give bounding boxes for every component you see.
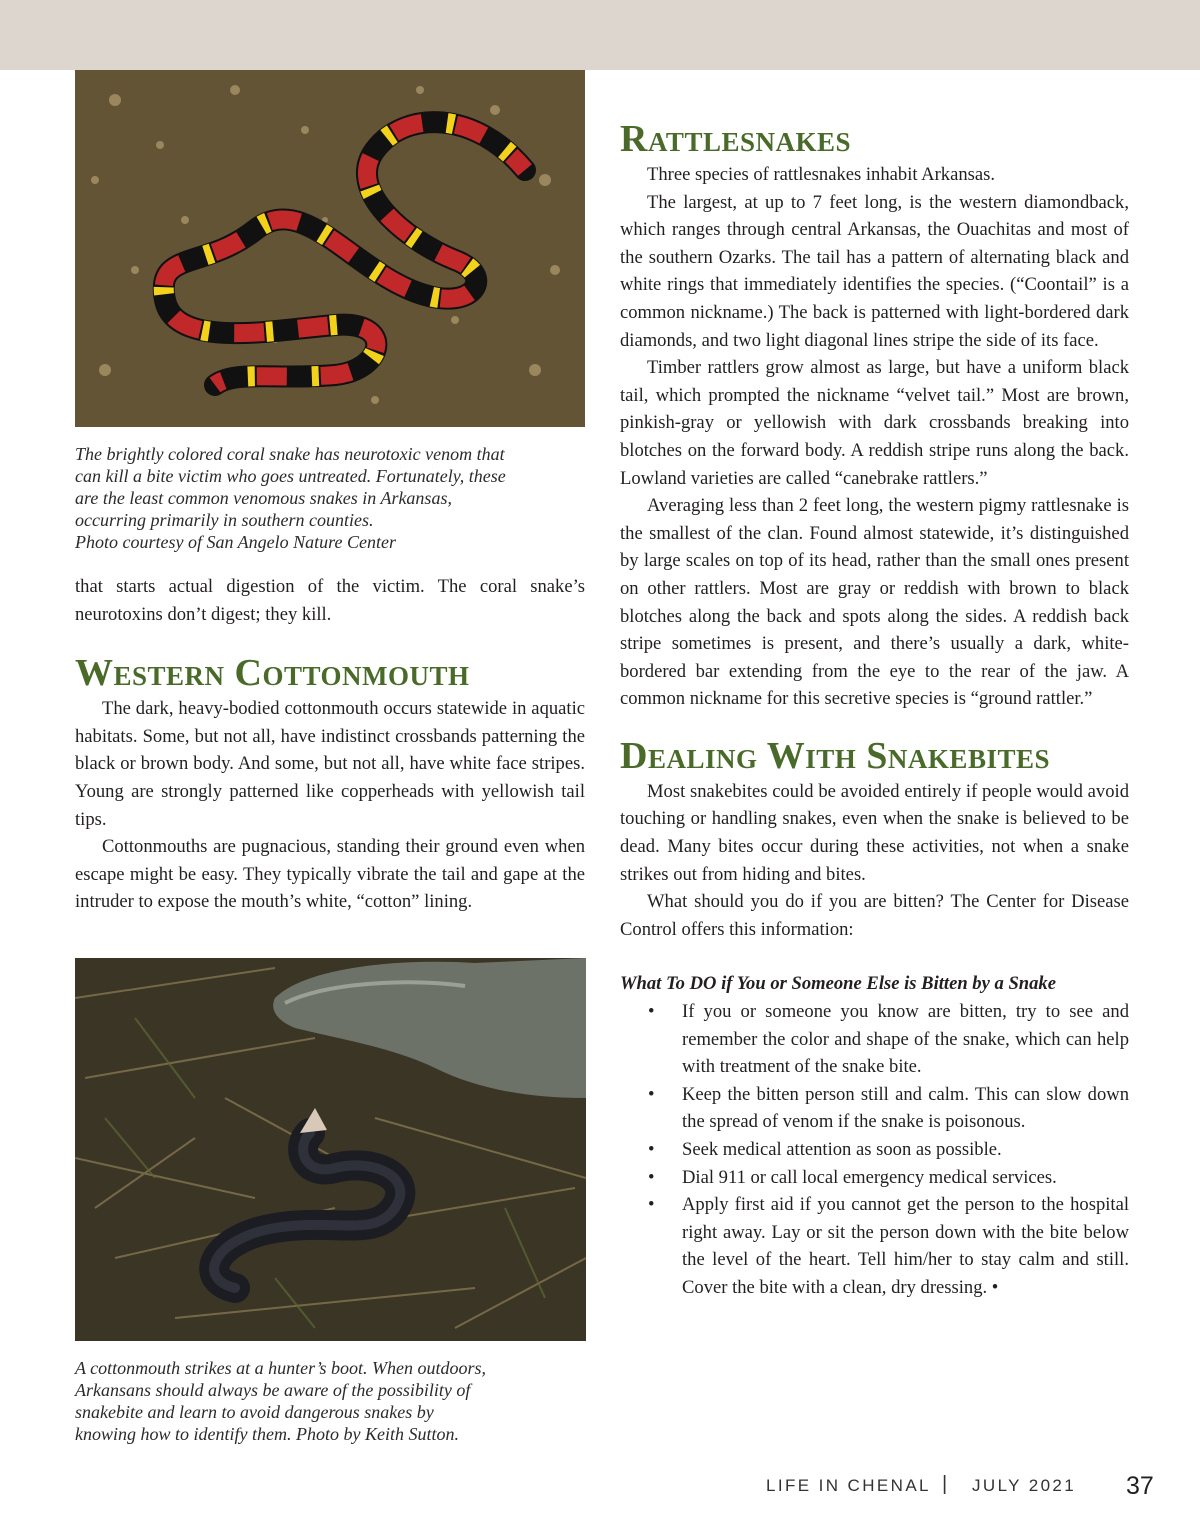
coral-snake-photo bbox=[75, 70, 585, 427]
list-item: • Dial 911 or call local emergency medical services. bbox=[620, 1164, 1129, 1192]
top-color-band bbox=[0, 0, 1200, 70]
rattlesnakes-paragraph: Three species of rattlesnakes inhabit Arkansas. bbox=[647, 164, 995, 185]
bullet-icon: • bbox=[648, 1139, 655, 1160]
list-item: • Keep the bitten person still and calm. This can slow down the spread of venom if the snake is poisonous. bbox=[620, 1081, 1129, 1136]
publication-name: LIFE IN CHENAL bbox=[766, 1476, 931, 1495]
caption-line: Arkansans should always be aware of the possibility of bbox=[75, 1380, 471, 1400]
bullet-icon: • bbox=[648, 1001, 655, 1023]
caption-line: occurring primarily in southern counties. bbox=[75, 510, 374, 530]
list-item: • If you or someone you know are bitten, try to see and remember the color and shape of the snake, which can help with treatment of the snake bite. bbox=[620, 998, 1129, 1081]
cottonmouth-paragraph: The dark, heavy-bodied cottonmouth occurs statewide in aquatic habitats. Some, but not all, have indistinct crossbands patterning the black or brown body. And some, but not all, have white face stripes. Young are strongly patterned like copperheads with yellowish tail tips. bbox=[75, 698, 585, 830]
rattlesnakes-heading: Rattlesnakes bbox=[620, 118, 852, 160]
left-column bbox=[75, 70, 585, 1444]
caption-line: can kill a bite victim who goes untreated. Fortunately, these bbox=[75, 466, 506, 486]
rattlesnakes-paragraph: Averaging less than 2 feet long, the western pigmy rattlesnake is the smallest of the clan. Found almost statewide, it’s distinguished by large scales on top of its head, rather than the small ones present on other rattlers. Most are gray or reddish with brown to black blotches along the back and spots along the sides. A reddish back stripe sometimes is present, and there’s usually a dark, white-bordered bar extending from the eye to the rear of the jaw. A common nickname for this secretive species is “ground rattler.” bbox=[620, 495, 1129, 710]
first-aid-subhead: What To DO if You or Someone Else is Bitten by a Snake bbox=[620, 973, 1056, 995]
snakebites-heading: Dealing With Snakebites bbox=[620, 734, 1050, 777]
first-aid-list bbox=[620, 998, 1129, 1302]
page-number: 37 bbox=[1126, 1472, 1154, 1500]
caption-line: The brightly colored coral snake has neurotoxic venom that bbox=[75, 444, 505, 464]
caption-line: snakebite and learn to avoid dangerous snakes by bbox=[75, 1402, 434, 1422]
caption-line: knowing how to identify them. Photo by Keith Sutton. bbox=[75, 1424, 459, 1444]
cottonmouth-boot-photo bbox=[75, 958, 586, 1341]
coral-snake-continuation: that starts actual digestion of the victim. The coral snake’s neurotoxins don’t digest; they kill. bbox=[75, 576, 585, 625]
bullet-icon: • bbox=[648, 1194, 655, 1216]
caption-line: are the least common venomous snakes in Arkansas, bbox=[75, 488, 452, 508]
bullet-icon: • bbox=[648, 1166, 655, 1188]
cottonmouth-paragraph: Cottonmouths are pugnacious, standing their ground even when escape might be easy. They typically vibrate the tail and gape at the intruder to expose the mouth’s white, “cotton” lining. bbox=[75, 836, 585, 913]
footer-separator: | bbox=[942, 1473, 948, 1495]
cottonmouth-caption bbox=[75, 1357, 486, 1445]
issue-date: JULY 2021 bbox=[972, 1476, 1077, 1495]
rattlesnakes-paragraph: Timber rattlers grow almost as large, but have a uniform black tail, which prompted the nickname “velvet tail.” Most are brown, pinkish-gray or yellowish with dark crossbands breaking into blotches on the forward body. A reddish stripe runs along the back. Lowland varieties are called “canebrake rattlers.” bbox=[620, 357, 1129, 489]
bullet-icon: • bbox=[648, 1083, 655, 1105]
coral-snake-caption bbox=[75, 443, 585, 553]
list-item: • Seek medical attention as soon as possible. bbox=[620, 1136, 1129, 1164]
rattlesnakes-paragraph: The largest, at up to 7 feet long, is the western diamondback, which ranges through central Arkansas, the Ouachitas and most of the southern Ozarks. The tail has a pattern of alternating black and white rings that immediately identifies the species. (“Coontail” is a common nickname.) The back is patterned with light-bordered dark diamonds, and two light diagonal lines stripe the side of its face. bbox=[620, 191, 1129, 351]
snakebites-paragraph: Most snakebites could be avoided entirely if people would avoid touching or handling snakes, even when the snake is believed to be dead. Many bites occur during these activities, not when a snake strikes out from hiding and bites. bbox=[620, 780, 1129, 885]
caption-line: A cottonmouth strikes at a hunter’s boot. When outdoors, bbox=[75, 1358, 486, 1378]
cottonmouth-heading: Western Cottonmouth bbox=[75, 652, 470, 695]
snakebites-paragraph: What should you do if you are bitten? The Center for Disease Control offers this information: bbox=[620, 891, 1129, 940]
caption-credit: Photo courtesy of San Angelo Nature Center bbox=[75, 532, 396, 552]
list-item: • Apply first aid if you cannot get the person to the hospital right away. Lay or sit the person down with the bite below the level of the heart. Tell him/her to stay calm and still. Cover the bite with a clean, dry dressing. • bbox=[620, 1191, 1129, 1301]
right-column bbox=[620, 117, 1129, 1302]
page-footer bbox=[766, 1472, 1166, 1502]
